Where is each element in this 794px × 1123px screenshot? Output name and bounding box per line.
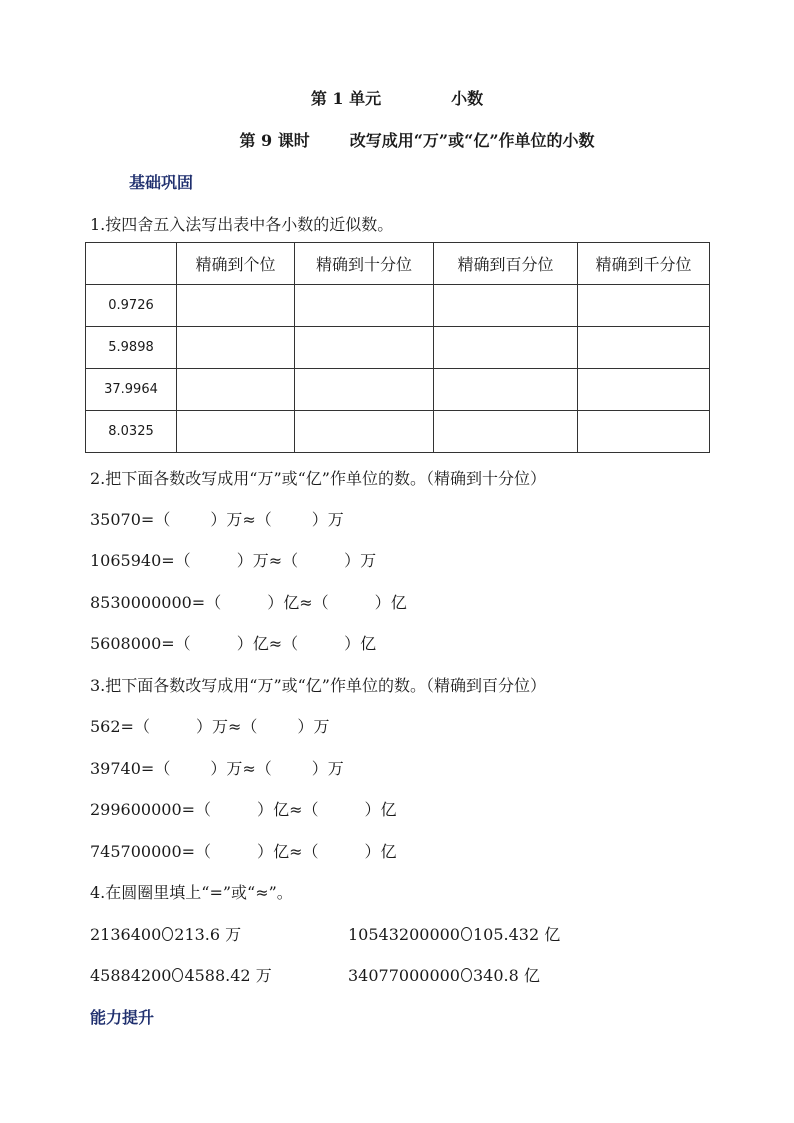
q3-item: 39740=（ ）万≈（ ）万 <box>90 759 344 778</box>
number: 35070= <box>90 510 155 529</box>
q2-prompt: 2.把下面各数改写成用“万”或“亿”作单位的数。（精确到十分位） <box>90 469 546 488</box>
table-header-cell: 精确到百分位 <box>434 243 578 285</box>
unit-approx: 万≈ <box>226 759 256 778</box>
table-row <box>86 411 710 453</box>
answer-cell[interactable] <box>578 285 710 327</box>
number: 562= <box>90 717 134 736</box>
right-number: 213.6 万 <box>174 925 242 944</box>
unit: 万 <box>360 551 377 570</box>
number: 1065940= <box>90 551 175 570</box>
lesson-label: 第 9 课时 <box>239 131 310 150</box>
answer-cell[interactable] <box>434 327 578 369</box>
answer-cell[interactable] <box>578 411 710 453</box>
answer-cell[interactable] <box>177 285 295 327</box>
answer-cell[interactable] <box>295 411 434 453</box>
section-basic: 基础巩固 <box>129 173 194 192</box>
answer-cell[interactable] <box>434 369 578 411</box>
q4-pair <box>348 963 540 986</box>
unit-approx: 亿≈ <box>273 800 303 819</box>
unit-approx: 万≈ <box>252 551 283 570</box>
q2-item: 8530000000=（ ）亿≈（ ）亿 <box>90 593 407 612</box>
row-number: 8.0325 <box>86 411 177 453</box>
lesson-name: 改写成用“万”或“亿”作单位的小数 <box>349 131 595 150</box>
answer-circle-icon[interactable] <box>461 927 472 941</box>
table-header-cell: 精确到十分位 <box>295 243 434 285</box>
unit: 万 <box>327 510 344 529</box>
q4-pair <box>90 922 241 945</box>
answer-circle-icon[interactable] <box>162 927 173 941</box>
unit: 亿 <box>360 634 377 653</box>
answer-cell[interactable] <box>295 327 434 369</box>
unit-approx: 亿≈ <box>273 842 303 861</box>
number: 8530000000= <box>90 593 206 612</box>
unit-name: 小数 <box>451 89 484 108</box>
answer-cell[interactable] <box>434 285 578 327</box>
number: 39740= <box>90 759 155 778</box>
answer-cell[interactable] <box>177 411 295 453</box>
answer-circle-icon[interactable] <box>172 968 183 982</box>
table-header-cell: 精确到千分位 <box>578 243 710 285</box>
q1-table <box>85 242 710 453</box>
q2-item: 5608000=（ ）亿≈（ ）亿 <box>90 634 377 653</box>
unit-approx: 万≈ <box>226 510 256 529</box>
table-header-row <box>86 243 710 285</box>
number: 299600000= <box>90 800 196 819</box>
left-number: 45884200 <box>90 966 172 985</box>
row-number: 0.9726 <box>86 285 177 327</box>
lesson-title <box>0 128 794 151</box>
left-number: 10543200000 <box>348 925 460 944</box>
q3-item: 745700000=（ ）亿≈（ ）亿 <box>90 842 397 861</box>
left-number: 2136400 <box>90 925 162 944</box>
unit: 亿 <box>380 842 397 861</box>
table-row <box>86 285 710 327</box>
unit-approx: 亿≈ <box>283 593 313 612</box>
q4-prompt: 4.在圆圈里填上“=”或“≈”。 <box>90 883 293 902</box>
q1-prompt: 1.按四舍五入法写出表中各小数的近似数。 <box>90 215 394 234</box>
unit: 万 <box>313 717 330 736</box>
table-header-cell: 精确到个位 <box>177 243 295 285</box>
row-number: 37.9964 <box>86 369 177 411</box>
number: 745700000= <box>90 842 196 861</box>
unit-approx: 亿≈ <box>252 634 283 653</box>
unit: 亿 <box>380 800 397 819</box>
right-number: 340.8 亿 <box>472 966 540 985</box>
answer-cell[interactable] <box>177 327 295 369</box>
answer-cell[interactable] <box>578 369 710 411</box>
answer-cell[interactable] <box>295 285 434 327</box>
q2-item: 1065940=（ ）万≈（ ）万 <box>90 551 377 570</box>
table-row <box>86 327 710 369</box>
q4-pair <box>90 963 272 986</box>
table-header-cell <box>86 243 177 285</box>
q2-item: 35070=（ ）万≈（ ）万 <box>90 510 344 529</box>
right-number: 4588.42 万 <box>184 966 272 985</box>
answer-circle-icon[interactable] <box>461 968 472 982</box>
answer-cell[interactable] <box>434 411 578 453</box>
answer-cell[interactable] <box>578 327 710 369</box>
right-number: 105.432 亿 <box>472 925 561 944</box>
table-row <box>86 369 710 411</box>
number: 5608000= <box>90 634 175 653</box>
unit-approx: 万≈ <box>211 717 242 736</box>
answer-cell[interactable] <box>177 369 295 411</box>
q4-pair <box>348 922 560 945</box>
row-number: 5.9898 <box>86 327 177 369</box>
unit: 亿 <box>390 593 407 612</box>
left-number: 34077000000 <box>348 966 460 985</box>
unit-label: 第 1 单元 <box>310 89 382 108</box>
unit-title <box>0 86 794 109</box>
q3-item: 299600000=（ ）亿≈（ ）亿 <box>90 800 397 819</box>
q3-item: 562=（ ）万≈（ ）万 <box>90 717 330 736</box>
section-ability: 能力提升 <box>90 1008 155 1027</box>
q3-prompt: 3.把下面各数改写成用“万”或“亿”作单位的数。（精确到百分位） <box>90 676 546 695</box>
answer-cell[interactable] <box>295 369 434 411</box>
unit: 万 <box>327 759 344 778</box>
